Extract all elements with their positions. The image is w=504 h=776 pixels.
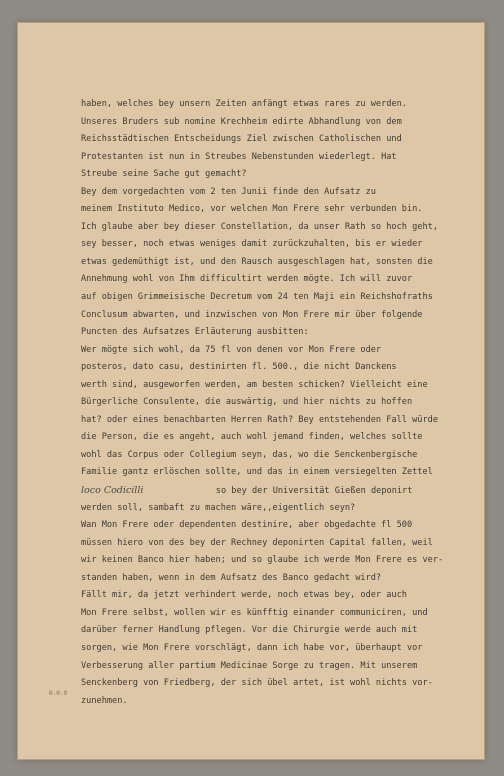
text-line: Annehmung wohl von Ihm difficultirt werden mögte. Ich will zuvor xyxy=(81,274,413,285)
text-line: standen haben, wenn in dem Aufsatz des Banco gedacht wird? xyxy=(81,572,382,583)
text-line: auf obigen Grimmeisische Decretum vom 24 ten Maji ein Reichshofraths xyxy=(81,292,433,303)
text-line: posteros, dato casu, destinirten fl. 500., die nicht Danckens xyxy=(81,362,397,373)
text-line: Familie gantz erlöschen sollte, und das in einem versiegelten Zettel xyxy=(81,467,433,478)
handwritten-insert: loco Codicilli xyxy=(81,485,144,497)
text-line: darüber ferner Handlung pflegen. Vor die Chirurgie werde auch mit xyxy=(81,625,418,636)
text-line: Verbesserung aller partium Medicinae Sorge zu tragen. Mit unserem xyxy=(81,660,418,671)
text-line: Streube seine Sache gut gemacht? xyxy=(81,169,247,180)
text-line: werden soll, sambaft zu machen wäre,,eigentlich seyn? xyxy=(81,502,356,513)
text-line: meinem Instituto Medico, vor welchen Mon Frere sehr verbunden bin. xyxy=(81,204,423,215)
text-line: hat? oder eines benachbarten Herren Rath? Bey entstehenden Fall würde xyxy=(81,414,438,425)
text-line: sorgen, wie Mon Frere vorschlägt, dann ich habe vor, überhaupt vor xyxy=(81,642,423,653)
text-line: Reichsstädtischen Entscheidungs Ziel zwischen Catholischen und xyxy=(81,134,402,145)
text-line: werth sind, ausgeworfen werden, am besten schicken? Vielleicht eine xyxy=(81,379,428,390)
text-line: Unseres Bruders sub nomine Krechheim edirte Abhandlung von dem xyxy=(81,116,402,127)
text-line: Wan Mon Frere oder dependenten destinire, aber obgedachte fl 500 xyxy=(81,520,413,531)
text-line: Fällt mir, da jetzt verhindert werde, noch etwas bey, oder auch xyxy=(81,590,407,601)
text-line: Bürgerliche Consulente, die auswärtig, und hier nichts zu hoffen xyxy=(81,397,413,408)
margin-note: 0.0.9 xyxy=(49,690,68,697)
text-line: müssen hiero von des bey der Rechney deponirten Capital fallen, weil xyxy=(81,537,433,548)
text-line: Puncten des Aufsatzes Erläuterung ausbitten: xyxy=(81,327,309,338)
letter-page xyxy=(17,22,485,760)
text-line: haben, welches bey unsern Zeiten anfängt etwas rares zu werden. xyxy=(81,99,407,109)
text-line: Mon Frere selbst, wollen wir es künfftig einander communiciren, und xyxy=(81,607,428,618)
text-line: Protestanten ist nun in Streubes Nebenstunden wiederlegt. Hat xyxy=(81,151,397,162)
text-line: die Person, die es angeht, auch wohl jemand finden, welches sollte xyxy=(81,432,423,443)
text-line: sey besser, noch etwas weniges damit zurückzuhalten, bis er wieder xyxy=(81,239,423,250)
letter-body xyxy=(81,96,487,710)
text-line: Bey dem vorgedachten vom 2 ten Junii finde den Aufsatz zu xyxy=(81,186,376,197)
text-line: Wer mögte sich wohl, da 75 fl von denen vor Mon Frere oder xyxy=(81,344,382,355)
typed-continuation: so bey der Universität Gießen deponirt xyxy=(215,486,413,497)
text-line: Ich glaube aber bey dieser Constellation, da unser Rath so hoch geht, xyxy=(81,221,438,232)
text-line: etwas gedemüthigt ist, und den Rausch ausgeschlagen hat, sonsten die xyxy=(81,256,433,267)
text-line: wir keinen Banco hier haben; und so glaube ich werde Mon Frere es ver- xyxy=(81,555,444,566)
text-line: Senckenberg von Friedberg, der sich übel artet, ist wohl nichts vor- xyxy=(81,678,433,689)
text-line: wohl das Corpus oder Collegium seyn, das, wo die Senckenbergische xyxy=(81,449,418,460)
mixed-line xyxy=(81,482,487,500)
text-line: Conclusum abwarten, und inzwischen von Mon Frere mir über folgende xyxy=(81,309,423,320)
text-line: zunehmen. xyxy=(81,695,128,706)
